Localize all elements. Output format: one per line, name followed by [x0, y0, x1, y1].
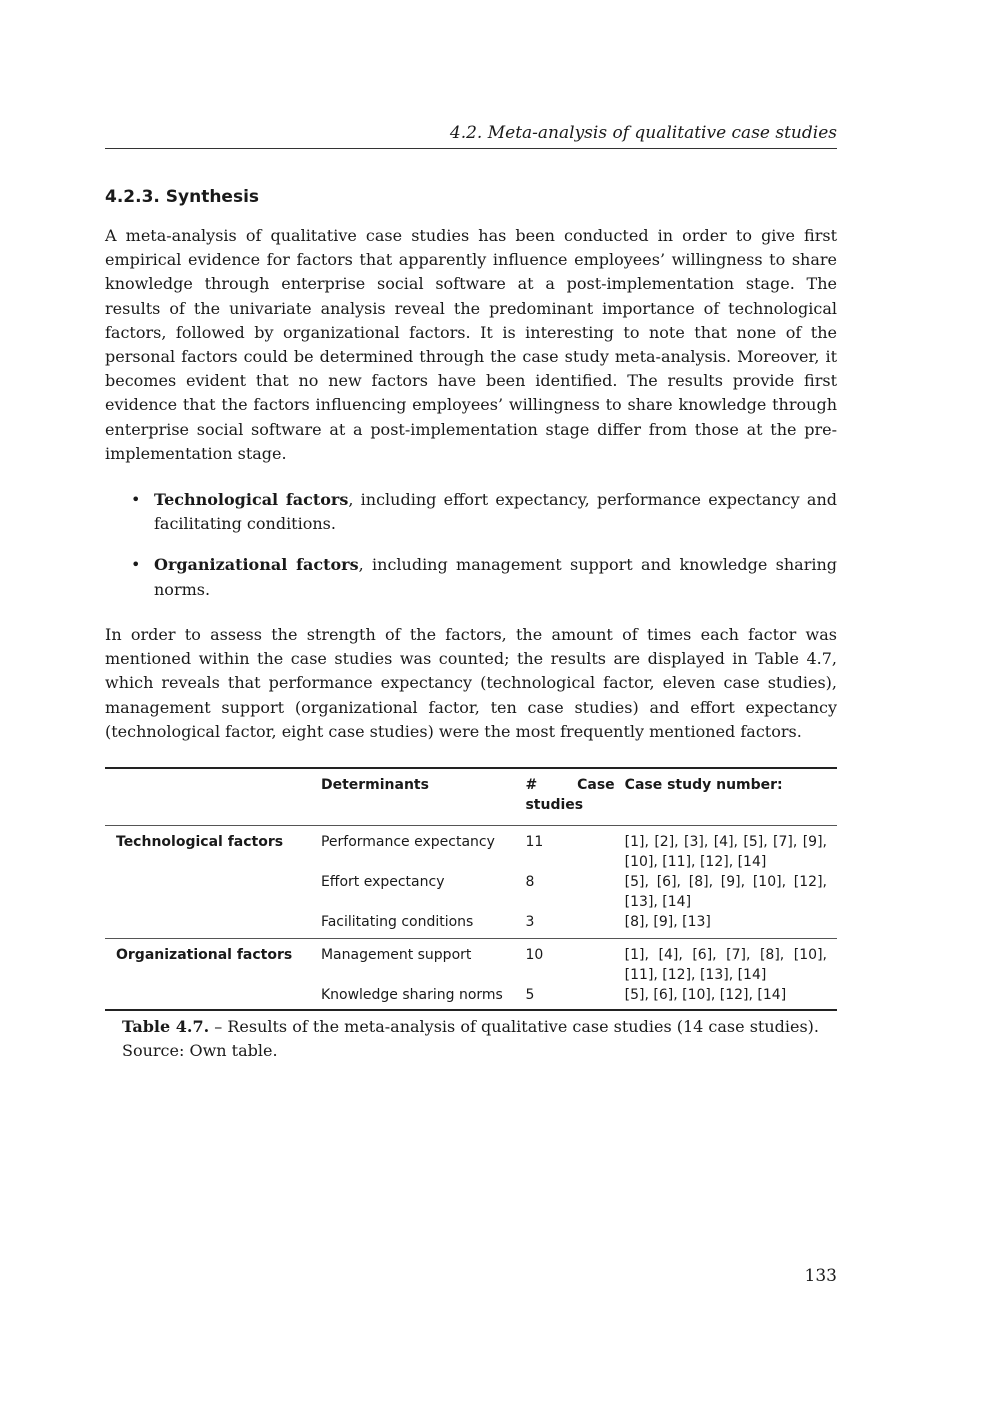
- group-label: Technological factors: [105, 826, 321, 873]
- bullet-term: Organizational factors: [154, 555, 359, 575]
- count-cell: 10: [525, 939, 624, 986]
- header-cell-determinants: Determinants: [320, 777, 429, 793]
- bullet-dot-icon: •: [131, 555, 141, 575]
- count-cell: 8: [525, 874, 535, 890]
- caption-label: Table 4.7.: [122, 1017, 210, 1036]
- page-number: 133: [804, 1266, 837, 1286]
- cases-cell: [1], [2], [3], [4], [5], [7], [9], [10], [11], [12], [14]: [625, 826, 837, 873]
- determinant-cell: Knowledge sharing norms: [320, 987, 503, 1003]
- table-row: [105, 912, 837, 939]
- table-row: [105, 826, 837, 873]
- count-cell: 3: [525, 914, 535, 930]
- cases-cell: [5], [6], [10], [12], [14]: [624, 987, 787, 1003]
- intro-paragraph: A meta-analysis of qualitative case studies has been conducted in order to give first empirical evidence for factors that apparently influence employees’ willingness to share knowledge through enterprise social software at a post-implementation stage. The results of the univariate analysis reveal the predominant importance of technological factors, followed by organizational factors. It is interesting to note that none of the personal factors could be determined through the case study meta-analysis. Moreover, it becomes evident that no new factors have been identified. The results provide first evidence that the factors influencing employees’ willingness to share knowledge through enterprise social software at a post-implementation stage differ from those at the pre-implementation stage.: [105, 226, 837, 463]
- list-item: [105, 553, 837, 601]
- bullet-term: Technological factors: [154, 490, 349, 509]
- results-table-container: [105, 767, 837, 1011]
- strength-paragraph: In order to assess the strength of the factors, the amount of times each factor was mentioned within the case studies was counted; the results are displayed in Table 4.7, which reveals that performance expectancy (technological factor, eleven case studies), management support (organizational factor, ten case studies) and effort expectancy (technological factor, eight case studies) were the most frequently mentioned factors.: [105, 625, 837, 741]
- bullet-text: , including management support and knowledge sharing norms.: [154, 555, 837, 599]
- table-row: [105, 985, 837, 1010]
- cases-cell: [1], [4], [6], [7], [8], [10], [11], [12], [13], [14]: [625, 939, 837, 986]
- factor-list: [105, 488, 837, 619]
- determinant-cell: Performance expectancy: [321, 826, 526, 873]
- running-head: 4.2. Meta-analysis of qualitative case studies: [105, 122, 837, 149]
- cases-cell: [8], [9], [13]: [624, 914, 711, 930]
- determinant-cell: Facilitating conditions: [320, 914, 474, 930]
- cases-cell: [5], [6], [8], [9], [10], [12], [13], [14]: [624, 874, 827, 910]
- bullet-text: , including effort expectancy, performance expectancy and facilitating conditions.: [154, 490, 837, 534]
- list-item: [105, 488, 837, 536]
- table-row: [105, 872, 837, 912]
- count-cell: 11: [525, 826, 624, 873]
- group-label: Organizational factors: [105, 939, 321, 986]
- header-cell-group: [105, 768, 321, 826]
- count-cell: 5: [525, 987, 535, 1003]
- table-caption: [122, 1015, 837, 1063]
- table-row: [105, 939, 837, 986]
- determinant-cell: Management support: [321, 939, 526, 986]
- bullet-dot-icon: •: [131, 490, 141, 509]
- caption-text: – Results of the meta-analysis of qualitative case studies (14 case studies). Source: Own table.: [122, 1017, 819, 1060]
- table-header-row: [105, 768, 837, 826]
- determinant-cell: Effort expectancy: [320, 874, 445, 890]
- section-heading: 4.2.3. Synthesis: [105, 187, 260, 207]
- results-table: [105, 767, 837, 1011]
- header-cell-count: # Case studies: [525, 777, 615, 813]
- header-cell-case-numbers: Case study number:: [624, 777, 783, 793]
